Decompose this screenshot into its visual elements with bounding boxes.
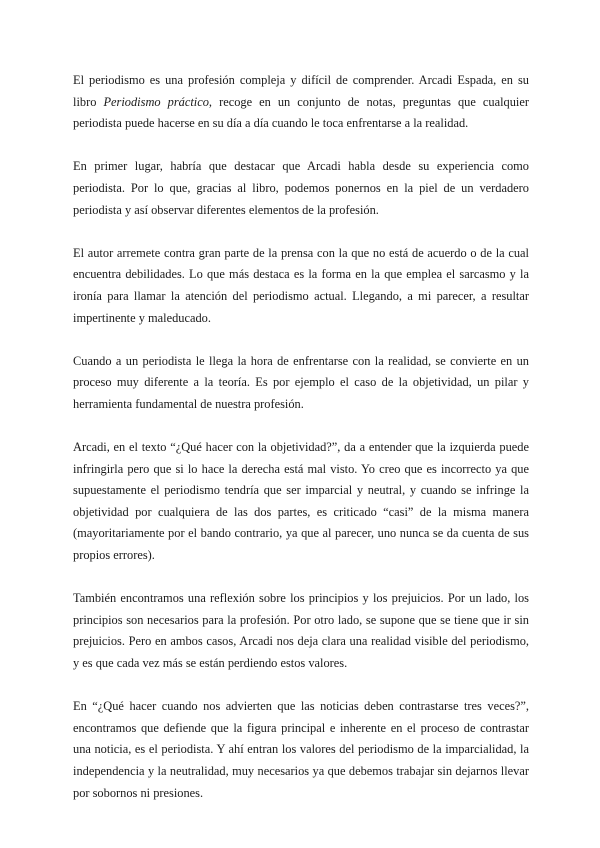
paragraph-1-lead: El periodismo es una profesión compleja y difícil de comprender. Arcadi Espada, en su libro: [73, 73, 529, 109]
paragraph-1: [73, 70, 529, 135]
book-title: Periodismo práctico: [103, 94, 209, 109]
paragraph-1-tail: , recoge en un conjunto de notas, preguntas que cualquier periodista puede hacerse en su día a día cuando le toca enfrentarse a la realidad.: [73, 94, 529, 131]
paragraph-2: En primer lugar, habría que destacar que Arcadi habla desde su experiencia como periodista. Por lo que, gracias al libro, podemos ponernos en la piel de un verdadero periodista y así observar diferentes elementos de la profesión.: [73, 159, 529, 217]
paragraph-4: Cuando a un periodista le llega la hora de enfrentarse con la realidad, se convierte en un proceso muy diferente a la teoría. Es por ejemplo el caso de la objetividad, un pilar y herramienta fundamental de nuestra profesión.: [73, 353, 529, 411]
paragraph-3: El autor arremete contra gran parte de la prensa con la que no está de acuerdo o de la cual encuentra debilidades. Lo que más destaca es la forma en la que emplea el sarcasmo y la ironía para llamar la atención del periodismo actual. Llegando, a mi parecer, a resultar impertinente y maleducado.: [73, 245, 529, 325]
paragraph-6: También encontramos una reflexión sobre los principios y los prejuicios. Por un lado, los principios son necesarios para la profesión. Por otro lado, se supone que se tiene que ir sin prejuicios. Pero en ambos casos, Arcadi nos deja clara una realidad visible del periodismo, y es que cada vez más se están perdiendo estos valores.: [73, 591, 529, 671]
paragraph-5: Arcadi, en el texto “¿Qué hacer con la objetividad?”, da a entender que la izquierda puede infringirla pero que si lo hace la derecha está mal visto. Yo creo que es incorrecto ya que supuestamente el periodismo tendría que ser imparcial y neutral, y cuando se infringe la objetividad por cualquiera de las dos partes, es criticado “casi” de la misma manera (mayoritariamente por el bando contrario, ya que al parecer, uno nunca se da cuenta de sus propios errores).: [73, 440, 529, 563]
document-body: [73, 70, 529, 826]
paragraph-7: En “¿Qué hacer cuando nos advierten que las noticias deben contrastarse tres veces?”, encontramos que defiende que la figura principal e inherente en el proceso de contrastar una noticia, es el periodista. Y ahí entran los valores del periodismo de la imparcialidad, la independencia y la neutralidad, muy necesarios ya que debemos trabajar sin dejarnos llevar por sobornos ni presiones.: [73, 699, 529, 800]
